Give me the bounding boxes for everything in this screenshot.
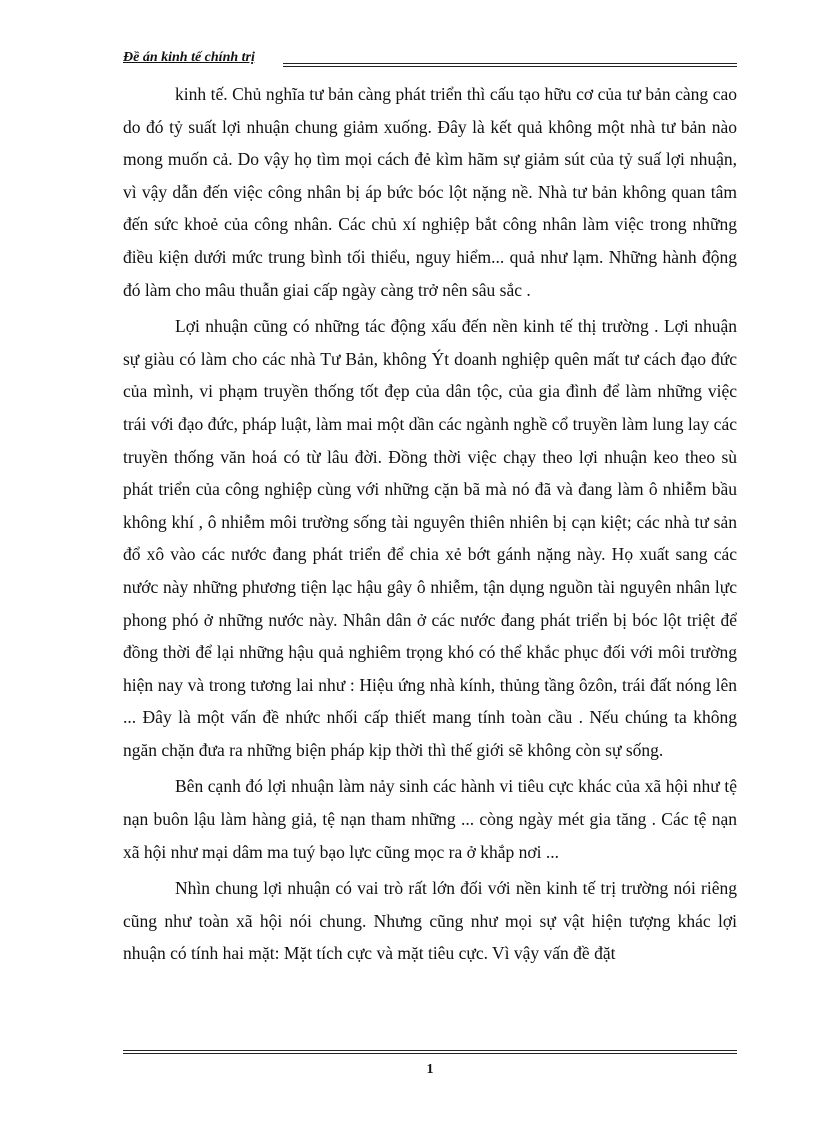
paragraph: Bên cạnh đó lợi nhuận làm nảy sinh các hành vi tiêu cực khác của xã hội như tệ nạn buôn lậu làm hàng giả, tệ nạn tham những ... còng ngày mét gia tăng . Các tệ nạn xã hội như mại dâm ma tuý bạo lực cũng mọc ra ở khắp nơi ... [123,776,737,862]
document-body [123,78,737,974]
header-rule [283,63,737,67]
paragraph: Nhìn chung lợi nhuận có vai trò rất lớn đối với nền kinh tế trị trường nói riêng cũng như toàn xã hội nói chung. Nhưng cũng như mọi sự vật hiện tượng khác lợi nhuận có tính hai mặt: Mặt tích cực và mặt tiêu cực. Vì vậy vấn đề đặt [123,878,737,964]
page-header [123,50,737,67]
paragraph: kinh tế. Chủ nghĩa tư bản càng phát triển thì cấu tạo hữu cơ của tư bản càng cao do đó tỷ suất lợi nhuận chung giảm xuống. Đây là kết quả không một nhà tư bản nào mong muốn cả. Do vậy họ tìm mọi cách đẻ kìm hãm sự giảm sút của tỷ suấ lợi nhuận, vì vậy dẫn đến việc công nhân bị áp bức bóc lột nặng nề. Nhà tư bản không quan tâm đến sức khoẻ của công nhân. Các chủ xí nghiệp bắt công nhân làm việc trong những điều kiện dưới mức trung bình tối thiểu, nguy hiểm... quả như lạm. Những hành động đó làm cho mâu thuẫn giai cấp ngày càng trở nên sâu sắc . [123,84,737,300]
page-number: 1 [426,1062,434,1077]
page-footer [123,1050,737,1079]
header-title: Đề án kinh tế chính trị [123,50,255,65]
paragraph: Lợi nhuận cũng có những tác động xấu đến nền kinh tế thị trường . Lợi nhuận sự giàu có làm cho các nhà Tư Bản, không Ýt doanh nghiệp quên mất tư cách đạo đức của mình, vi phạm truyền thống tốt đẹp của dân tộc, của gia đình để làm những việc trái với đạo đức, pháp luật, làm mai một dần các ngành nghề cổ truyền làm lung lay các truyền thống văn hoá có từ lâu đời. Đồng thời việc chạy theo lợi nhuận keo theo sù phát triển của công nghiệp cùng với những cặn bã mà nó đã và đang làm ô nhiễm bầu không khí , ô nhiễm môi trường sống tài nguyên thiên nhiên bị cạn kiệt; các nhà tư sản đổ xô vào các nước đang phát triển để chia xẻ bớt gánh nặng này. Họ xuất sang các nước này những phương tiện lạc hậu gây ô nhiễm, tận dụng nguồn tài nguyên nhân lực phong phó ở những nước này. Nhân dân ở các nước đang phát triển bị bóc lột triệt để đồng thời để lại những hậu quả nghiêm trọng khó có thể khắc phục đối với môi trường hiện nay và trong tương lai như : Hiệu ứng nhà kính, thủng tầng ôzôn, trái đất nóng lên ... Đây là một vấn đề nhức nhối cấp thiết mang tính toàn cầu . Nếu chúng ta không ngăn chặn đưa ra những biện pháp kịp thời thì thế giới sẽ không còn sự sống. [123,316,737,760]
footer-rule [123,1050,737,1054]
